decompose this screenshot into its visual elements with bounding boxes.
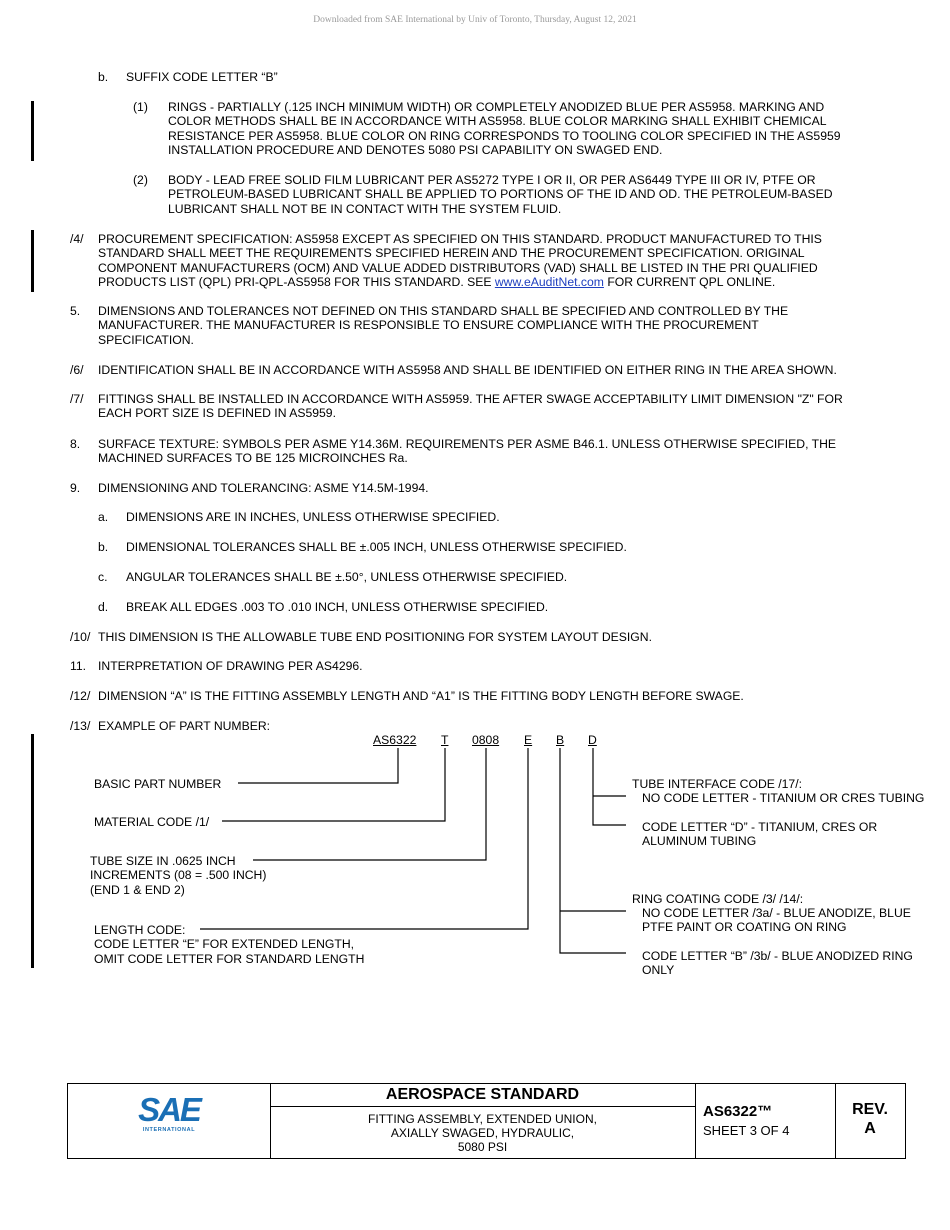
note-11-text: INTERPRETATION OF DRAWING PER AS4296. xyxy=(98,659,363,673)
note-9-text: DIMENSIONING AND TOLERANCING: ASME Y14.5M-1994. xyxy=(98,481,429,495)
sae-logo xyxy=(136,1091,202,1133)
note-b-label: b. xyxy=(98,70,109,84)
note-b2-number: (2) xyxy=(133,173,148,187)
label-material-code: MATERIAL CODE /1/ xyxy=(94,815,210,829)
revision-value: A xyxy=(864,1120,876,1137)
note-b-text: SUFFIX CODE LETTER “B” xyxy=(126,70,278,84)
title-block xyxy=(67,1083,906,1159)
note-9c-text: ANGULAR TOLERANCES SHALL BE ±.50°, UNLESS OTHERWISE SPECIFIED. xyxy=(126,570,568,584)
eauditnet-link[interactable]: www.eAuditNet.com xyxy=(494,275,604,290)
text-segment: FOR CURRENT QPL ONLINE. xyxy=(603,275,776,290)
label-length-code xyxy=(94,923,364,966)
note-12-text: DIMENSION “A” IS THE FITTING ASSEMBLY LENGTH AND “A1” IS THE FITTING BODY LENGTH BEFORE SWAGE. xyxy=(98,689,744,703)
pn-segment-size: 0808 xyxy=(472,733,500,747)
text-line: COMPONENT MANUFACTURERS (OCM) AND VALUE ADDED DISTRIBUTORS (VAD) SHALL BE LISTED IN THE PRI QUALIFIED xyxy=(98,260,818,275)
text-line: FITTING ASSEMBLY, EXTENDED UNION, xyxy=(368,1112,597,1126)
text-line: LUBRICANT SHALL NOT BE IN CONTACT WITH THE SYSTEM FLUID. xyxy=(168,201,562,216)
text-line: AXIALLY SWAGED, HYDRAULIC, xyxy=(390,1126,575,1140)
text-line: COLOR METHODS SHALL BE IN ACCORDANCE WITH AS5958. BLUE COLOR MARKING SHALL EXHIBIT CHEMICAL xyxy=(168,114,827,129)
text-line: CODE LETTER “B” /3b/ - BLUE ANODIZED RING xyxy=(642,949,913,963)
note-b1-number: (1) xyxy=(133,100,148,114)
text-line: CODE LETTER “E” FOR EXTENDED LENGTH, xyxy=(94,937,355,952)
sae-logo-subtext: INTERNATIONAL xyxy=(142,1127,196,1133)
doc-number-cell xyxy=(695,1084,836,1158)
label-tube-interface-d xyxy=(642,820,877,849)
note-9d-label: d. xyxy=(98,600,109,614)
sae-logo-cell xyxy=(68,1084,271,1158)
text-line: (END 1 & END 2) xyxy=(90,882,185,897)
note-13-number: /13/ xyxy=(70,719,91,733)
label-basic-part-number: BASIC PART NUMBER xyxy=(94,777,222,791)
leader-size xyxy=(253,748,486,860)
leader-interface xyxy=(593,748,626,825)
text-line: STANDARD SHALL MEET THE REQUIREMENTS SPECIFIED HEREIN AND THE PROCUREMENT SPECIFICATION. ORIGINAL xyxy=(98,246,805,261)
note-10-number: /10/ xyxy=(70,630,91,644)
note-6-text: IDENTIFICATION SHALL BE IN ACCORDANCE WITH AS5958 AND SHALL BE IDENTIFIED ON EITHER RING IN THE AREA SHOWN. xyxy=(98,363,837,377)
label-ring-coating-title: RING COATING CODE /3/ /14/: xyxy=(632,892,804,906)
leader-length xyxy=(200,748,528,929)
label-tube-interface-title: TUBE INTERFACE CODE /17/: xyxy=(632,777,802,791)
text-line: RESISTANCE PER AS5958. BLUE COLOR ON RING CORRESPONDS TO TOOLING COLOR SPECIFIED IN THE AS5959 xyxy=(168,128,841,143)
text-line: RINGS - PARTIALLY (.125 INCH MINIMUM WIDTH) OR COMPLETELY ANODIZED BLUE PER AS5958. MARKING AND xyxy=(168,100,825,114)
text-line: NO CODE LETTER /3a/ - BLUE ANODIZE, BLUE xyxy=(642,906,911,920)
text-line: EACH PORT SIZE IS DEFINED IN AS5959. xyxy=(98,406,336,421)
revision-cell xyxy=(835,1084,905,1158)
standard-heading: AEROSPACE STANDARD xyxy=(270,1084,695,1107)
text-line: PTFE PAINT OR COATING ON RING xyxy=(642,920,847,935)
text-line: ALUMINUM TUBING xyxy=(642,834,757,849)
note-11-number: 11. xyxy=(70,659,87,673)
text-line: TUBE SIZE IN .0625 INCH xyxy=(90,854,236,868)
note-12-number: /12/ xyxy=(70,689,91,703)
text-line: LENGTH CODE: xyxy=(94,923,186,937)
pn-segment-coating: B xyxy=(556,733,565,747)
title-cell xyxy=(270,1084,696,1158)
note-9a-label: a. xyxy=(98,510,109,524)
text-line: ONLY xyxy=(642,963,675,978)
text-line: DIMENSIONS AND TOLERANCES NOT DEFINED ON THIS STANDARD SHALL BE SPECIFIED AND CONTROLLED BY THE xyxy=(98,304,789,318)
revision-label: REV. xyxy=(852,1101,888,1118)
text-line: 5080 PSI xyxy=(457,1140,508,1154)
text-line: OMIT CODE LETTER FOR STANDARD LENGTH xyxy=(94,951,365,966)
pn-segment-basic: AS6322 xyxy=(373,733,417,747)
sheet-number: SHEET 3 OF 4 xyxy=(703,1123,790,1138)
pn-segment-length: E xyxy=(524,733,533,747)
note-9a-text: DIMENSIONS ARE IN INCHES, UNLESS OTHERWISE SPECIFIED. xyxy=(126,510,500,524)
standard-description xyxy=(270,1107,695,1154)
text-line: INSTALLATION PROCEDURE AND DENOTES 5080 PSI CAPABILITY ON SWAGED END. xyxy=(168,143,663,158)
text-segment: PRODUCTS LIST (QPL) PRI-QPL-AS5958 FOR THIS STANDARD. SEE xyxy=(98,275,495,290)
text-line: FITTINGS SHALL BE INSTALLED IN ACCORDANCE WITH AS5959. THE AFTER SWAGE ACCEPTABILITY LIMIT DIMENSION "Z" FOR xyxy=(98,392,843,406)
note-8-number: 8. xyxy=(70,437,81,451)
note-9b-text: DIMENSIONAL TOLERANCES SHALL BE ±.005 INCH, UNLESS OTHERWISE SPECIFIED. xyxy=(126,540,627,554)
text-line: SPECIFICATION. xyxy=(98,332,194,347)
note-4-number: /4/ xyxy=(70,232,84,246)
text-line: SURFACE TEXTURE: SYMBOLS PER ASME Y14.36M. REQUIREMENTS PER ASME B46.1. UNLESS OTHERWISE SPECIFIED, THE xyxy=(98,437,836,451)
note-10-text: THIS DIMENSION IS THE ALLOWABLE TUBE END POSITIONING FOR SYSTEM LAYOUT DESIGN. xyxy=(98,630,652,644)
note-9-number: 9. xyxy=(70,481,81,495)
note-7-number: /7/ xyxy=(70,392,84,406)
leader-material xyxy=(222,748,445,821)
label-tube-interface-none: NO CODE LETTER - TITANIUM OR CRES TUBING xyxy=(642,791,925,805)
note-9d-text: BREAK ALL EDGES .003 TO .010 INCH, UNLESS OTHERWISE SPECIFIED. xyxy=(126,600,549,614)
text-line: CODE LETTER “D” - TITANIUM, CRES OR xyxy=(642,820,878,834)
sae-logo-text: SAE xyxy=(138,1091,200,1128)
label-tube-size xyxy=(90,854,266,897)
label-ring-coating-none xyxy=(642,906,911,935)
note-9c-label: c. xyxy=(98,570,108,584)
note-9b-label: b. xyxy=(98,540,109,554)
leader-basic xyxy=(238,748,398,783)
text-line: MANUFACTURER. THE MANUFACTURER IS RESPONSIBLE TO ENSURE COMPLIANCE WITH THE PROCUREMENT xyxy=(98,318,759,333)
note-5-number: 5. xyxy=(70,304,81,318)
text-line: BODY - LEAD FREE SOLID FILM LUBRICANT PER AS5272 TYPE I OR II, OR PER AS6449 TYPE III OR IV, PTFE OR xyxy=(168,173,816,187)
label-ring-coating-b xyxy=(642,949,913,978)
text-line: PROCUREMENT SPECIFICATION: AS5958 EXCEPT AS SPECIFIED ON THIS STANDARD. PRODUCT MANUFACTURED TO THIS xyxy=(98,232,822,246)
text-line: PETROLEUM-BASED LUBRICANT SHALL BE APPLIED TO PORTIONS OF THE ID AND OD. THE PETROLEUM-BASED xyxy=(168,187,833,202)
note-6-number: /6/ xyxy=(70,363,84,377)
pn-segment-interface: D xyxy=(588,733,597,747)
text-line: INCREMENTS (08 = .500 INCH) xyxy=(90,868,267,883)
note-13-text: EXAMPLE OF PART NUMBER: xyxy=(98,719,271,733)
text-line: MACHINED SURFACES TO BE 125 MICROINCHES Ra. xyxy=(98,451,408,466)
doc-number: AS6322™ xyxy=(703,1103,773,1120)
pn-segment-material: T xyxy=(441,733,449,747)
download-notice: Downloaded from SAE International by Univ of Toronto, Thursday, August 12, 2021 xyxy=(313,15,637,25)
